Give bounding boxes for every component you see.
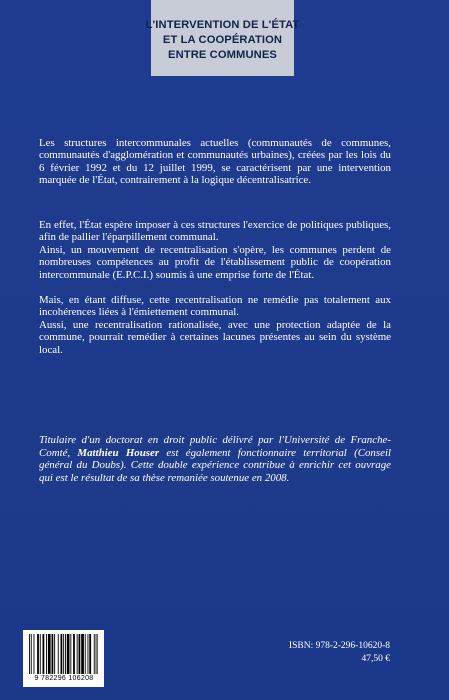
isbn: ISBN: 978-2-296-10620-8 — [288, 641, 390, 651]
summary-paragraph-3 — [39, 294, 391, 356]
summary-paragraph-3a: Mais, en étant diffuse, cette recentralisation ne remédie pas totalement aux incohérences liées à l'émiettement communal. — [39, 294, 391, 319]
summary-paragraph-2 — [39, 219, 391, 281]
title-box — [145, 0, 300, 76]
summary-paragraph-1: Les structures intercommunales actuelles (communautés de communes, communautés d'agglomération et communautés urbaines), créées par les lois du 6 février 1992 et du 12 juillet 1999, se caractérisent par une intervention marquée de l'État, contrairement à la logique décentralisatrice. — [39, 137, 391, 187]
summary-paragraph-2b: Ainsi, un mouvement de recentralisation s'opère, les communes perdent de nombreuses compétences au profit de l'établissement public de coopération intercommunale (E.P.C.I.) soumis à une emprise forte de l'État. — [39, 243, 391, 281]
barcode-digits: 9 782296 106208 — [34, 675, 94, 682]
barcode — [23, 630, 104, 687]
title-line-3: ENTRE COMMUNES — [168, 48, 277, 61]
price: 47,50 € — [361, 654, 390, 664]
title-line-2: ET LA COOPÉRATION — [162, 33, 283, 46]
author-bio-rest: est également fonctionnaire territorial (Conseil général du Doubs). Cette double expérience contribue à enrichir cet ouvrage qui est le résultat de sa thèse remaniée soutenue en 2008. — [39, 446, 391, 484]
summary-paragraph-3b: Aussi, une recentralisation rationalisée, avec une protection adaptée de la commune, pourrait remédier à certaines lacunes présentes au sein du système local. — [39, 318, 391, 356]
title-line-1: L'INTERVENTION DE L'ÉTAT — [145, 18, 300, 31]
author-bio-intro: Titulaire d'un doctorat en droit public délivré par l'Université de Franche-Comté, — [39, 434, 391, 459]
summary-paragraph-2a: En effet, l'État espère imposer à ces structures l'exercice de politiques publiques, afin de pallier l'éparpillement communal. — [39, 219, 391, 244]
author-name: Matthieu Houser — [77, 446, 160, 459]
author-bio — [39, 434, 391, 484]
barcode-bars — [29, 634, 98, 674]
